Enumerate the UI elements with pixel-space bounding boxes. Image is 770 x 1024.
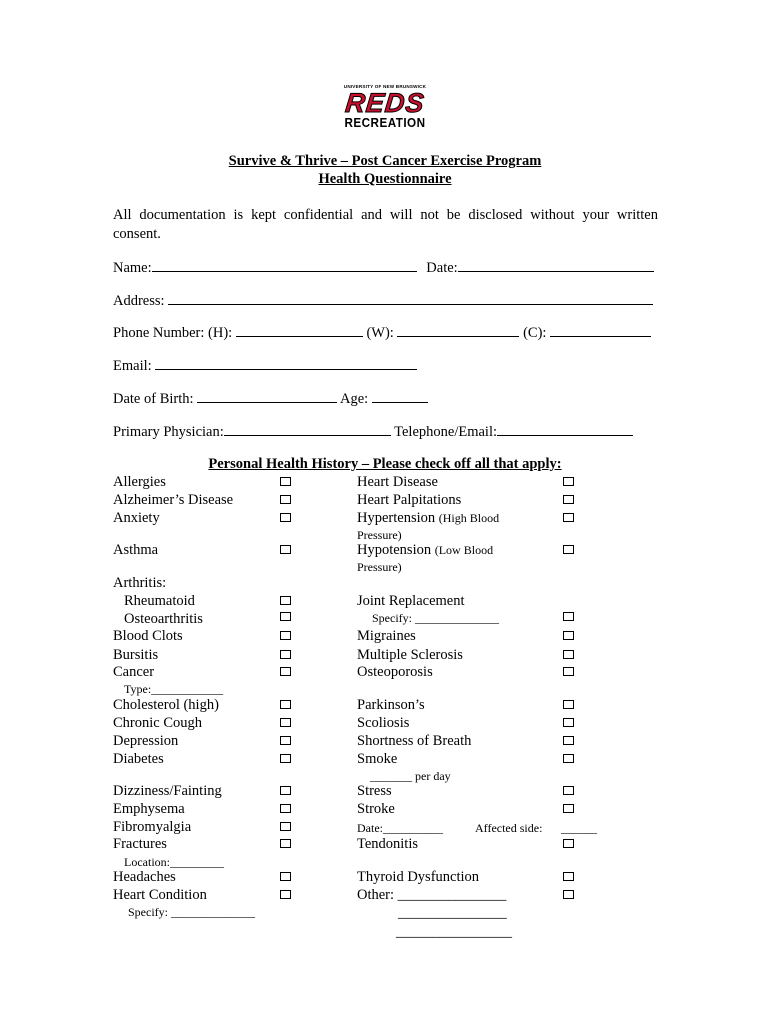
checkbox-heart-disease[interactable] (563, 477, 574, 486)
name-field[interactable] (152, 257, 417, 272)
checkbox-osteoporosis[interactable] (563, 667, 574, 676)
condition-smoke: Smoke (357, 751, 398, 767)
health-history-heading: Personal Health History – Please check off all that apply: (208, 456, 562, 472)
logo-university-text: UNIVERSITY OF NEW BRUNSWICK (343, 84, 427, 89)
age-field[interactable] (372, 388, 428, 403)
checkbox-blood-clots[interactable] (280, 631, 291, 640)
checkbox-cancer[interactable] (280, 667, 291, 676)
checkbox-stroke[interactable] (563, 804, 574, 813)
condition-heart-palpitations: Heart Palpitations (357, 492, 462, 508)
email-label: Email: (113, 358, 152, 374)
checkbox-joint-replacement[interactable] (563, 612, 574, 621)
condition-depression: Depression (113, 733, 179, 749)
checkbox-bursitis[interactable] (280, 650, 291, 659)
condition-stroke: Stroke (357, 801, 395, 817)
phone-work-label: (W): (366, 325, 394, 341)
checkbox-diabetes[interactable] (280, 754, 291, 763)
joint-specify-field[interactable]: Specify: ______________ (372, 611, 499, 625)
condition-other[interactable]: Other: _______________ (357, 887, 507, 903)
smoke-per-day-field[interactable]: _______ per day (370, 769, 451, 783)
condition-fibromyalgia: Fibromyalgia (113, 819, 192, 835)
condition-allergies: Allergies (113, 474, 166, 490)
checkbox-headaches[interactable] (280, 872, 291, 881)
condition-headaches: Headaches (113, 869, 176, 885)
physician-label: Primary Physician: (113, 424, 224, 440)
condition-thyroid: Thyroid Dysfunction (357, 869, 480, 885)
checkbox-ms[interactable] (563, 650, 574, 659)
reds-recreation-logo (338, 84, 432, 136)
date-label: Date: (426, 260, 458, 276)
checkbox-dizziness[interactable] (280, 786, 291, 795)
condition-anxiety: Anxiety (113, 510, 160, 526)
checkbox-anxiety[interactable] (280, 513, 291, 522)
stroke-affected-side-field[interactable]: ______ (561, 821, 597, 835)
condition-tendonitis: Tendonitis (357, 836, 419, 852)
condition-ms: Multiple Sclerosis (357, 647, 463, 663)
other-line-3[interactable]: ________________ (396, 924, 512, 940)
hypotension-note-2: Pressure) (357, 560, 402, 574)
program-title: Survive & Thrive – Post Cancer Exercise Program (228, 153, 542, 169)
condition-fractures: Fractures (113, 836, 167, 852)
cancer-type-field[interactable]: Type:____________ (124, 682, 224, 696)
condition-cancer: Cancer (113, 664, 155, 680)
condition-stress: Stress (357, 783, 392, 799)
physician-row (113, 421, 633, 441)
date-field[interactable] (458, 257, 654, 272)
phone-cell-field[interactable] (550, 322, 651, 337)
condition-hypertension (357, 510, 499, 527)
logo-reds-text: REDS (343, 88, 427, 118)
phone-home-label: Phone Number: (H): (113, 325, 233, 341)
phone-work-field[interactable] (397, 322, 519, 337)
checkbox-alzheimers[interactable] (280, 495, 291, 504)
address-label: Address: (113, 293, 165, 309)
condition-emphysema: Emphysema (113, 801, 185, 817)
condition-dizziness: Dizziness/Fainting (113, 783, 222, 799)
form-title: Health Questionnaire (318, 171, 452, 187)
stroke-affected-side-label: Affected side: (475, 821, 543, 835)
condition-parkinsons: Parkinson’s (357, 697, 425, 713)
hypotension-label: Hypotension (357, 542, 432, 558)
checkbox-fractures[interactable] (280, 839, 291, 848)
phone-row (113, 322, 651, 342)
checkbox-hypertension[interactable] (563, 513, 574, 522)
phone-cell-label: (C): (523, 325, 547, 341)
checkbox-allergies[interactable] (280, 477, 291, 486)
logo-recreation-text: RECREATION (344, 115, 426, 130)
condition-heart-condition: Heart Condition (113, 887, 207, 903)
checkbox-chronic-cough[interactable] (280, 718, 291, 727)
telephone-label: Telephone/Email: (394, 424, 498, 440)
checkbox-heart-palpitations[interactable] (563, 495, 574, 504)
condition-hypotension (357, 542, 493, 559)
condition-alzheimers: Alzheimer’s Disease (113, 492, 234, 508)
checkbox-stress[interactable] (563, 786, 574, 795)
confidentiality-notice: All documentation is kept confidential and will not be disclosed without your written consent. (113, 207, 658, 242)
checkbox-emphysema[interactable] (280, 804, 291, 813)
condition-bursitis: Bursitis (113, 647, 159, 663)
name-label: Name: (113, 260, 152, 276)
checkbox-osteoarthritis[interactable] (280, 612, 291, 621)
condition-blood-clots: Blood Clots (113, 628, 183, 644)
hypertension-label: Hypertension (357, 510, 436, 526)
checkbox-rheumatoid[interactable] (280, 596, 291, 605)
checkbox-smoke[interactable] (563, 754, 574, 763)
checkbox-other[interactable] (563, 890, 574, 899)
address-field[interactable] (168, 290, 653, 305)
condition-rheumatoid: Rheumatoid (124, 593, 195, 609)
checkbox-cholesterol[interactable] (280, 700, 291, 709)
other-line-2[interactable]: _______________ (398, 905, 507, 921)
physician-field[interactable] (224, 421, 391, 436)
fracture-location-field[interactable]: Location:_________ (124, 855, 224, 869)
checkbox-scoliosis[interactable] (563, 718, 574, 727)
condition-joint-replacement: Joint Replacement (357, 593, 465, 609)
hypertension-note: (High Blood (438, 511, 500, 525)
condition-chronic-cough: Chronic Cough (113, 715, 203, 731)
checkbox-asthma[interactable] (280, 545, 291, 554)
email-row (113, 355, 417, 375)
dob-age-row (113, 388, 428, 408)
condition-shortness-of-breath: Shortness of Breath (357, 733, 472, 749)
checkbox-depression[interactable] (280, 736, 291, 745)
condition-cholesterol: Cholesterol (high) (113, 697, 219, 713)
condition-diabetes: Diabetes (113, 751, 164, 767)
address-row (113, 290, 653, 310)
phone-home-field[interactable] (236, 322, 363, 337)
checkbox-heart-condition[interactable] (280, 890, 291, 899)
name-date-row (113, 257, 654, 277)
checkbox-thyroid[interactable] (563, 872, 574, 881)
checkbox-parkinsons[interactable] (563, 700, 574, 709)
stroke-date-field[interactable]: Date:__________ (357, 821, 443, 835)
dob-field[interactable] (197, 388, 337, 403)
heart-condition-specify-field[interactable]: Specify: ______________ (128, 905, 255, 919)
hypotension-note: (Low Blood (434, 543, 494, 557)
condition-arthritis: Arthritis: (113, 575, 167, 591)
checkbox-fibromyalgia[interactable] (280, 822, 291, 831)
email-field[interactable] (155, 355, 417, 370)
age-label: Age: (340, 391, 369, 407)
condition-migraines: Migraines (357, 628, 416, 644)
condition-asthma: Asthma (113, 542, 159, 558)
condition-osteoporosis: Osteoporosis (357, 664, 433, 680)
checkbox-hypotension[interactable] (563, 545, 574, 554)
condition-heart-disease: Heart Disease (357, 474, 438, 490)
condition-scoliosis: Scoliosis (357, 715, 410, 731)
hypertension-note-2: Pressure) (357, 528, 402, 542)
condition-osteoarthritis: Osteoarthritis (124, 611, 203, 627)
checkbox-shortness-of-breath[interactable] (563, 736, 574, 745)
checkbox-tendonitis[interactable] (563, 839, 574, 848)
checkbox-migraines[interactable] (563, 631, 574, 640)
telephone-field[interactable] (497, 421, 633, 436)
dob-label: Date of Birth: (113, 391, 194, 407)
